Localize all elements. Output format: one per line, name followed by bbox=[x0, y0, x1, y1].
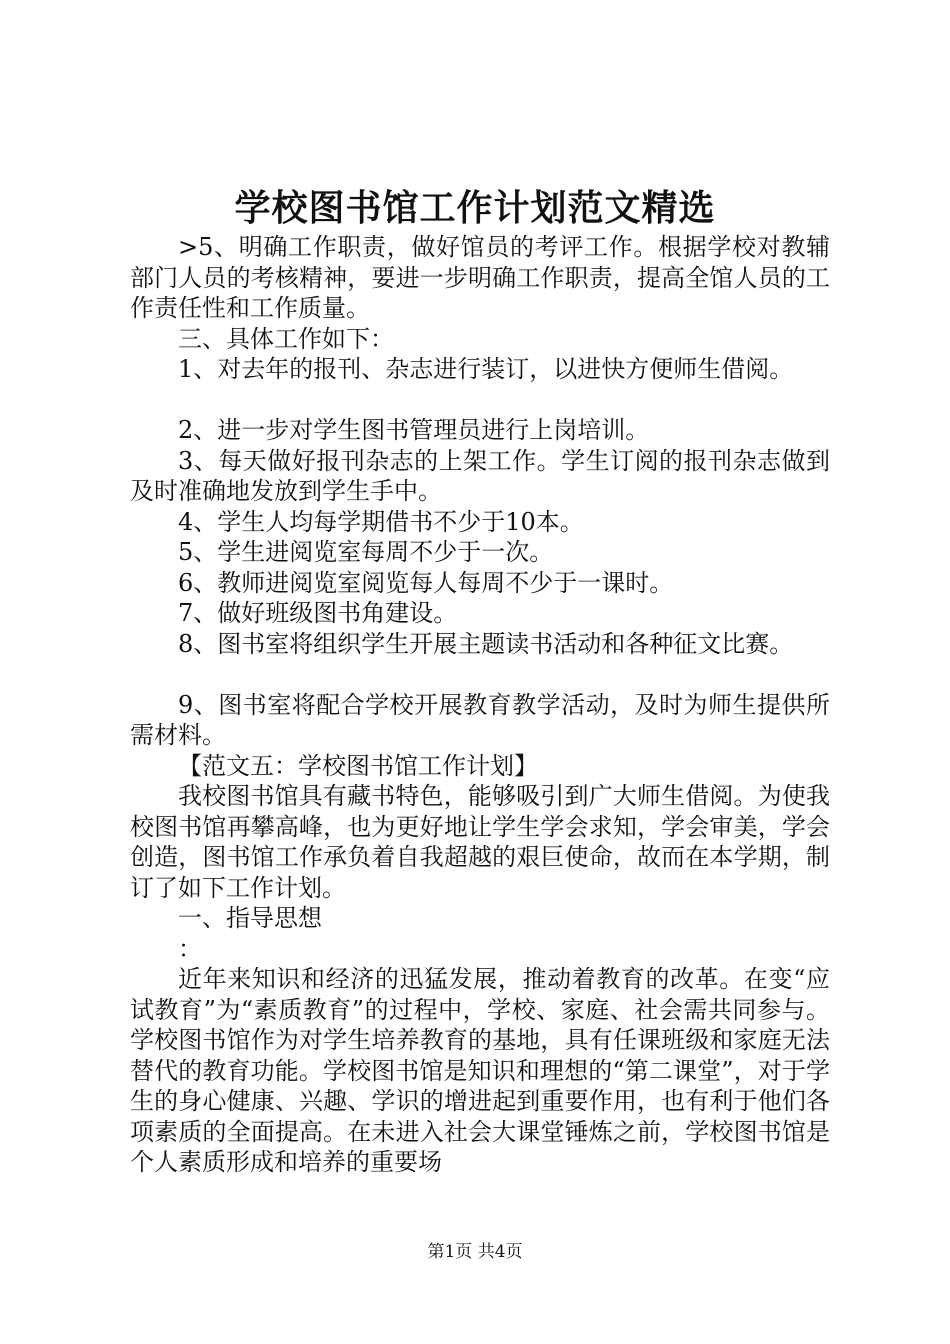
list-item-6: 6、教师进阅览室阅览每人每周不少于一课时。 bbox=[178, 568, 674, 597]
paragraph-introduction: 我校图书馆具有藏书特色，能够吸引到广大师生借阅。为使我校图书馆再攀高峰，也为更好地让学生学会求知，学会审美，学会创造，图书馆工作承负着自我超越的艰巨使命，故而在本学期，制订了如下工作计划。 bbox=[130, 782, 830, 902]
paragraph-background: 近年来知识和经济的迅猛发展，推动着教育的改革。在变“应试教育”为“素质教育”的过程中，学校、家庭、社会需共同参与。学校图书馆作为对学生培养教育的基地，具有任课班级和家庭无法替代的教育功能。学校图书馆是知识和理想的“第二课堂”，对于学生的身心健康、兴趣、学识的增进起到重要作用，也有利于他们各项素质的全面提高。在未进入社会大课堂锤炼之前，学校图书馆是个人素质形成和培养的重要场 bbox=[130, 965, 830, 1176]
page-number-footer: 第1页 共4页 bbox=[427, 1242, 523, 1262]
list-item-1: 1、对去年的报刊、杂志进行装订，以进快方便师生借阅。 bbox=[178, 355, 794, 383]
blank-line bbox=[130, 385, 830, 416]
heading-guiding-ideology: 一、指导思想 bbox=[178, 904, 322, 932]
list-item-9: 9、图书室将配合学校开展教育教学活动，及时为师生提供所需材料。 bbox=[130, 690, 830, 749]
document-title: 学校图书馆工作计划范文精选 bbox=[234, 187, 716, 229]
list-item-3: 3、每天做好报刊杂志的上架工作。学生订阅的报刊杂志做到及时准确地发放到学生手中。 bbox=[130, 446, 830, 505]
list-item-8: 8、图书室将组织学生开展主题读书活动和各种征文比赛。 bbox=[178, 629, 794, 658]
document-body bbox=[130, 232, 830, 1178]
heading-specific-work: 三、具体工作如下： bbox=[178, 324, 394, 353]
blank-line bbox=[130, 659, 830, 690]
colon-line: ： bbox=[178, 934, 202, 963]
paragraph-duty-clarification: >5、明确工作职责，做好馆员的考评工作。根据学校对教辅部门人员的考核精神，要进一步明确工作职责，提高全馆人员的工作责任性和工作质量。 bbox=[130, 233, 830, 322]
list-item-5: 5、学生进阅览室每周不少于一次。 bbox=[178, 538, 554, 566]
section-heading-sample-five: 【范文五：学校图书馆工作计划】 bbox=[178, 751, 538, 780]
list-item-4: 4、学生人均每学期借书不少于10本。 bbox=[178, 507, 584, 536]
list-item-7: 7、做好班级图书角建设。 bbox=[178, 599, 458, 627]
list-item-2: 2、进一步对学生图书管理员进行上岗培训。 bbox=[178, 416, 650, 444]
